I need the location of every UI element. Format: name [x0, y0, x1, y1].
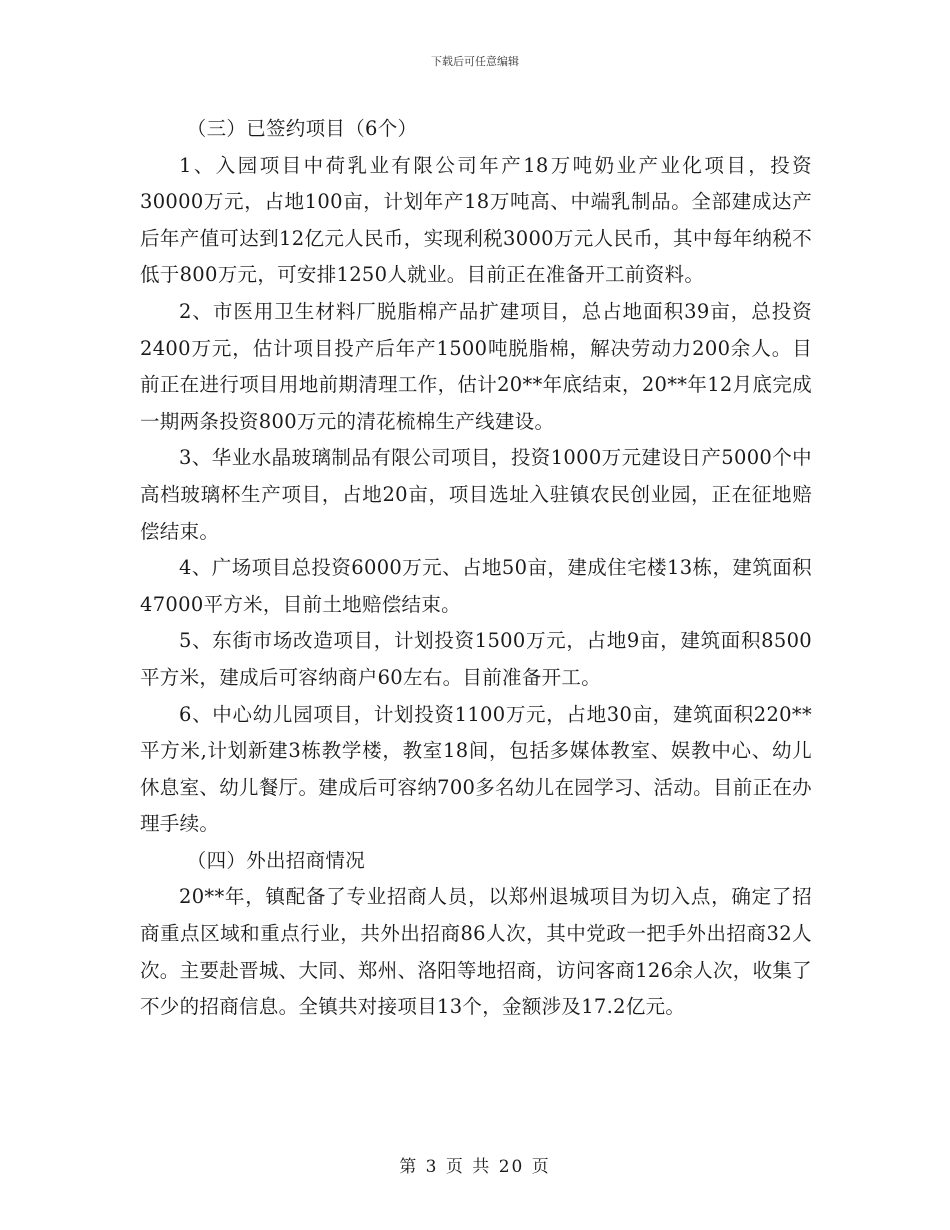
paragraph-project-2: 2、市医用卫生材料厂脱脂棉产品扩建项目，总占地面积39亩，总投资2400万元，估计项目投产后年产1500吨脱脂棉，解决劳动力200余人。目前正在进行项目用地前期清理工作，估计20**年底结束，20**年12月底完成一期两条投资800万元的清花梳棉生产线建设。: [140, 299, 812, 433]
page-number: 第 3 页 共 20 页: [399, 1157, 551, 1177]
section-heading-investment-outreach: （四）外出招商情况: [186, 848, 365, 872]
page-header: 下载后可任意编辑: [431, 55, 519, 68]
document-body: [140, 111, 812, 1026]
paragraph-project-3: 3、华业水晶玻璃制品有限公司项目，投资1000万元建设日产5000个中高档玻璃杯生产项目，占地20亩，项目选址入驻镇农民创业园，正在征地赔偿结束。: [140, 446, 812, 543]
paragraph-project-6: 6、中心幼儿园项目，计划投资1100万元，占地30亩，建筑面积220**平方米,计划新建3栋教学楼，教室18间，包括多媒体教室、娱教中心、幼儿休息室、幼儿餐厅。建成后可容纳700多名幼儿在园学习、活动。目前正在办理手续。: [140, 702, 812, 836]
paragraph-project-1: 1、入园项目中荷乳业有限公司年产18万吨奶业产业化项目，投资30000万元，占地100亩，计划年产18万吨高、中端乳制品。全部建成达产后年产值可达到12亿元人民币，实现利税3000万元人民币，其中每年纳税不低于800万元，可安排1250人就业。目前正在准备开工前资料。: [140, 153, 812, 287]
section-heading-signed-projects: （三）已签约项目（6个）: [186, 117, 418, 140]
paragraph-project-5: 5、东街市场改造项目，计划投资1500万元，占地9亩，建筑面积8500平方米，建成后可容纳商户60左右。目前准备开工。: [140, 629, 812, 689]
paragraph-project-4: 4、广场项目总投资6000万元、占地50亩，建成住宅楼13栋，建筑面积47000平方米，目前土地赔偿结束。: [140, 556, 812, 616]
paragraph-investment-outreach: 20**年，镇配备了专业招商人员，以郑州退城项目为切入点，确定了招商重点区域和重点行业，共外出招商86人次，其中党政一把手外出招商32人次。主要赴晋城、大同、郑州、洛阳等地招商，访问客商126余人次，收集了不少的招商信息。全镇共对接项目13个，金额涉及17.2亿元。: [140, 885, 812, 1019]
